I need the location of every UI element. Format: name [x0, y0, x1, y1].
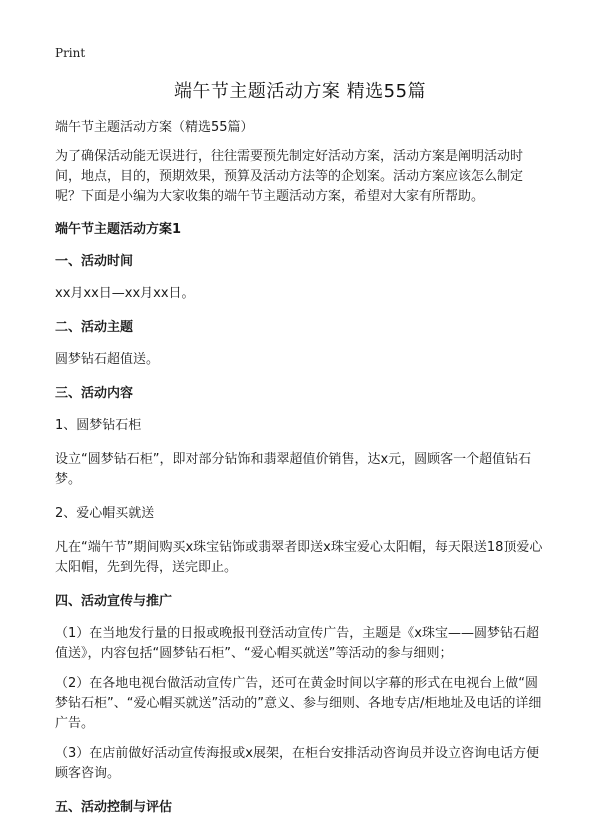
section-text-theme: 圆梦钻石超值送。 [55, 352, 160, 367]
content-item-1-text: 设立“圆梦钻石柜”，即对部分钻饰和翡翠超值价销售，达x元，圆顾客一个超值钻石梦。 [55, 452, 532, 487]
section-heading-content: 三、活动内容 [55, 386, 134, 401]
promotion-item-1: （1）在当地发行量的日报或晚报刊登活动宣传广告，主题是《x珠宝——圆梦钻石超值送》，内容包括“圆梦钻石柜”、“爱心帽买就送”等活动的参与细则； [55, 626, 539, 661]
promotion-item-2: （2）在各地电视台做活动宣传广告，还可在黄金时间以字幕的形式在电视台上做“圆梦钻石柜”、“爱心帽买就送”活动的”意义、参与细则、各地专店/柜地址及电话的详细广告。 [55, 676, 542, 731]
section-heading-promotion: 四、活动宣传与推广 [55, 594, 173, 609]
section-text-time: xx月xx日—xx月xx日。 [55, 286, 195, 301]
print-label: Print [55, 46, 86, 60]
section-heading-time: 一、活动时间 [55, 254, 134, 269]
section-heading-theme: 二、活动主题 [55, 320, 134, 335]
content-item-2-title: 2、爱心帽买就送 [55, 506, 155, 521]
document-subtitle: 端午节主题活动方案（精选55篇） [55, 120, 254, 135]
intro-paragraph: 为了确保活动能无误进行，往往需要预先制定好活动方案，活动方案是阐明活动时间，地点，目的，预期效果，预算及活动方法等的企划案。活动方案应该怎么制定呢？下面是小编为大家收集的端午节主题活动方案，希望对大家有所帮助。 [55, 149, 524, 204]
page-title: 端午节主题活动方案 精选55篇 [173, 81, 427, 102]
promotion-item-3: （3）在店前做好活动宣传海报或x展架，在柜台安排活动咨询员并设立咨询电话方便顾客咨询。 [55, 746, 539, 781]
document-body [55, 118, 547, 830]
plan-heading: 端午节主题活动方案1 [55, 222, 182, 237]
content-item-1-title: 1、圆梦钻石柜 [55, 418, 142, 433]
section-heading-control: 五、活动控制与评估 [55, 800, 173, 815]
content-item-2-text: 凡在“端午节”期间购买x珠宝钻饰或翡翠者即送x珠宝爱心太阳帽，每天限送18顶爱心太阳帽，先到先得，送完即止。 [55, 540, 543, 575]
